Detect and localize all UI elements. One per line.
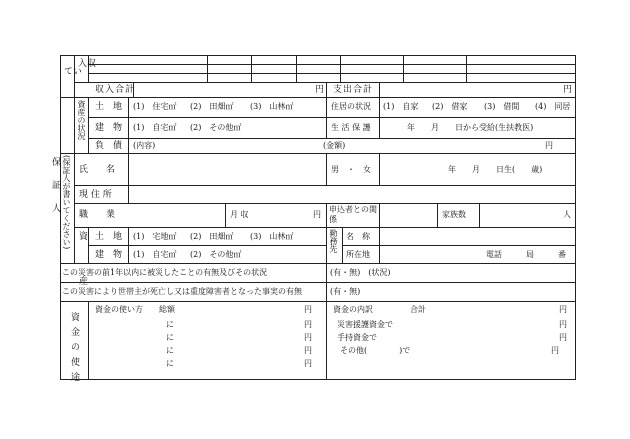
- guarantor-asset-label: [77, 231, 86, 291]
- relation-label: [329, 205, 393, 225]
- usage-col2-label: 資金の内訳: [333, 305, 373, 314]
- assets-building-label: 建 物: [95, 123, 123, 133]
- income-section-label: [62, 66, 80, 89]
- welfare-label: 生 活 保 護: [331, 123, 371, 132]
- workplace-label-text: 勤務先: [329, 229, 338, 253]
- family-unit: 人: [563, 210, 571, 219]
- usage-ni-3: に: [166, 346, 174, 355]
- assets-land-label: 土 地: [95, 102, 123, 112]
- assets-land-opt-1: (1) 住宅㎡: [133, 102, 177, 111]
- income-section-text: い て: [62, 66, 81, 89]
- g-building-opt-1: (1) 自宅㎡: [133, 250, 177, 259]
- address-label: 現 住 所: [79, 190, 112, 200]
- g-land-opt-2: (2) 田畑㎡: [190, 232, 234, 241]
- residence-opt-2: (2) 借家: [432, 102, 468, 111]
- expense-total-label: 支出合計: [333, 85, 374, 95]
- job-label: 職 業: [79, 210, 116, 220]
- guarantor-section-text: 保証人: [50, 157, 60, 226]
- disaster-a1: (有・無) (状況): [330, 268, 391, 277]
- debt-yen: 円: [545, 141, 553, 150]
- usage-item-3: その他( )で: [340, 346, 411, 355]
- income-total-label: 収入合計: [95, 85, 136, 95]
- g-land-opt-3: (3) 山林㎡: [250, 232, 294, 241]
- usage-yen-5: 円: [304, 359, 312, 368]
- income-total-yen: 円: [315, 85, 325, 95]
- usage-yen-2: 円: [304, 320, 312, 329]
- usage-yen-7: 円: [559, 320, 567, 329]
- debt-amount: (金額): [323, 141, 346, 150]
- usage-yen-4: 円: [304, 346, 312, 355]
- usage-col1-amount: 総額: [159, 305, 175, 314]
- residence-label: 住居の状況: [331, 102, 371, 111]
- income-label-text: 収 入: [76, 58, 95, 69]
- g-land-opt-1: (1) 宅地㎡: [133, 232, 177, 241]
- usage-section-text: 資金の使途: [69, 312, 79, 387]
- usage-section-label: [69, 312, 78, 387]
- usage-col2-total: 合計: [410, 305, 426, 314]
- disaster-q1: この災害の前1年以内に被災したことの有無及びその状況: [62, 268, 268, 277]
- gender-label: 男 ・ 女: [331, 165, 371, 174]
- workplace-name-label: 名 称: [346, 232, 370, 241]
- usage-col1-label: 資金の使い方: [95, 305, 143, 314]
- expense-total-yen: 円: [563, 85, 573, 95]
- residence-opt-4: (4) 同居: [535, 102, 571, 111]
- income-label: [76, 58, 94, 69]
- phone-label: 電話 局 番: [486, 250, 566, 259]
- guarantor-section-label: [50, 157, 59, 226]
- disaster-q2: この災害により世帯主が死亡し又は重度障害者となった事実の有無: [62, 287, 302, 296]
- g-land-label: 土 地: [95, 232, 123, 242]
- assets-land-opt-3: (3) 山林㎡: [250, 102, 294, 111]
- workplace-label: [329, 229, 337, 253]
- monthly-income-label: 月 収: [230, 210, 249, 219]
- g-building-opt-2: (2) その他㎡: [190, 250, 242, 259]
- usage-yen-8: 円: [559, 333, 567, 342]
- residence-opt-3: (3) 借間: [484, 102, 520, 111]
- guarantor-note-text: (保証人が書いてください): [62, 155, 71, 250]
- assets-section-text: 資産の状況: [77, 100, 86, 140]
- assets-building-opt-1: (1) 自宅㎡: [133, 123, 177, 132]
- g-building-label: 建 物: [95, 250, 123, 260]
- residence-opt-1: (1) 自家: [383, 102, 419, 111]
- welfare-text: 年 月 日から受給(生扶教医): [407, 123, 534, 132]
- debt-label: 負 債: [95, 141, 123, 151]
- usage-yen-1: 円: [304, 305, 312, 314]
- guarantor-asset-text: 資 産: [77, 231, 87, 291]
- birth-label: 年 月 日生( 歳): [448, 165, 543, 174]
- relation-label-text: 申込者との関 係: [329, 205, 393, 224]
- usage-yen-6: 円: [559, 305, 567, 314]
- usage-ni-2: に: [166, 333, 174, 342]
- debt-content: (内容): [133, 141, 156, 150]
- disaster-a2: (有・無): [330, 287, 361, 296]
- guarantor-note: [62, 155, 70, 249]
- usage-item-1: 災害援護資金で: [337, 320, 393, 329]
- usage-ni-4: に: [166, 359, 174, 368]
- usage-item-2: 手持資金で: [337, 333, 377, 342]
- usage-yen-9: 円: [551, 346, 559, 355]
- workplace-addr-label: 所在地: [346, 250, 370, 259]
- family-label: 家族数: [442, 210, 466, 219]
- monthly-income-yen: 円: [313, 210, 321, 219]
- assets-section-label: [77, 100, 85, 140]
- usage-yen-3: 円: [304, 333, 312, 342]
- assets-building-opt-2: (2) その他㎡: [190, 123, 242, 132]
- assets-land-opt-2: (2) 田畑㎡: [190, 102, 234, 111]
- guarantor-name-label: 氏 名: [79, 165, 116, 175]
- usage-ni-1: に: [166, 320, 174, 329]
